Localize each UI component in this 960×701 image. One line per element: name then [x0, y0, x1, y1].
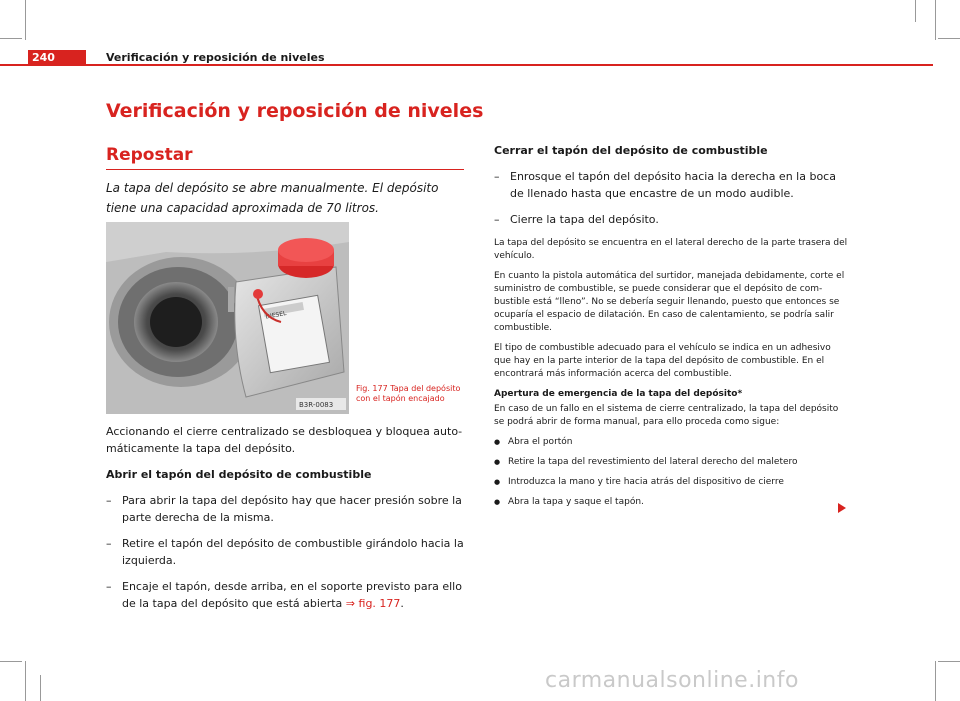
- open-step-text: Encaje el tapón, desde arriba, en el soporte previsto para ello de la tapa del depósito que está abierta: [122, 580, 462, 610]
- right-paragraph: En cuanto la pistola automática del surtidor, manejada debidamente, corte el suministro de combustible, se puede considerar que el depósito de combustible está “lleno”. No se debería seguir llenando, puesto que entonces se ocuparía el espacio de dilatación. En caso de calentamiento, se podría salir combustible.: [494, 271, 845, 333]
- figure-code: B3R-0083: [299, 401, 334, 409]
- page-number: 240: [28, 50, 86, 66]
- close-step: – Enrosque el tapón del depósito hacia la derecha en la boca de llenado hasta que encastre de un modo audible.: [494, 168, 849, 202]
- crop-mark: [915, 0, 916, 22]
- right-column: [494, 142, 849, 516]
- right-paragraph: La tapa del depósito se encuentra en el lateral derecho de la parte trasera del vehículo.: [494, 238, 848, 261]
- crop-mark: [0, 661, 22, 662]
- watermark: carmanualsonline.info: [545, 668, 799, 693]
- diesel-label: DIESEL: [265, 310, 288, 321]
- open-step: [106, 578, 466, 612]
- intro-text: La tapa del depósito se abre manualmente. El depósito tiene una capacidad aproximada de 70 litros.: [106, 181, 439, 215]
- emergency-heading: Apertura de emergencia de la tapa del depósito*: [494, 389, 743, 399]
- open-step: – Retire el tapón del depósito de combustible girándolo hacia la izquierda.: [106, 535, 466, 569]
- left-paragraph: Accionando el cierre centralizado se desbloquea y bloquea automáticamente la tapa del depósito.: [106, 425, 463, 455]
- emergency-step: ● Abra la tapa y saque el tapón.: [494, 496, 849, 509]
- fuel-cap-figure: [106, 222, 349, 414]
- continue-arrow-icon: [838, 503, 846, 513]
- figure-caption: Fig. 177 Tapa del depósito con el tapón encajado: [356, 384, 461, 403]
- right-paragraph: En caso de un fallo en el sistema de cierre centralizado, la tapa del depósito se podrá abrir de forma manual, para ello proceda como sigue:: [494, 404, 839, 427]
- running-title: Verificación y reposición de niveles: [106, 51, 325, 64]
- chapter-title: Verificación y reposición de niveles: [106, 100, 484, 122]
- right-paragraph: El tipo de combustible adecuado para el vehículo se indica en un adhesivo que hay en la parte interior de la tapa del depósito de combustible. En el encontrará más información acerca del combustible.: [494, 343, 831, 379]
- left-column: [106, 423, 466, 621]
- emergency-step: ● Retire la tapa del revestimiento del lateral derecho del maletero: [494, 456, 849, 469]
- crop-mark: [25, 661, 26, 701]
- figure-reference-link[interactable]: ⇒ fig. 177: [345, 597, 401, 610]
- section-title: Repostar: [106, 145, 464, 170]
- crop-mark: [938, 661, 960, 662]
- crop-mark: [25, 0, 26, 40]
- close-step: – Cierre la tapa del depósito.: [494, 211, 849, 228]
- open-step: – Para abrir la tapa del depósito hay que hacer presión sobre la parte derecha de la misma.: [106, 492, 466, 526]
- close-cap-heading: Cerrar el tapón del depósito de combustible: [494, 144, 768, 157]
- fuel-cap-illustration: [106, 222, 349, 414]
- crop-mark: [938, 38, 960, 39]
- open-cap-heading: Abrir el tapón del depósito de combustible: [106, 468, 372, 481]
- crop-mark: [935, 0, 936, 40]
- crop-mark: [40, 675, 41, 701]
- emergency-step: ● Abra el portón: [494, 436, 849, 449]
- crop-mark: [935, 661, 936, 701]
- step-end: .: [400, 597, 404, 610]
- crop-mark: [0, 38, 22, 39]
- emergency-step: ● Introduzca la mano y tire hacia atrás del dispositivo de cierre: [494, 476, 849, 489]
